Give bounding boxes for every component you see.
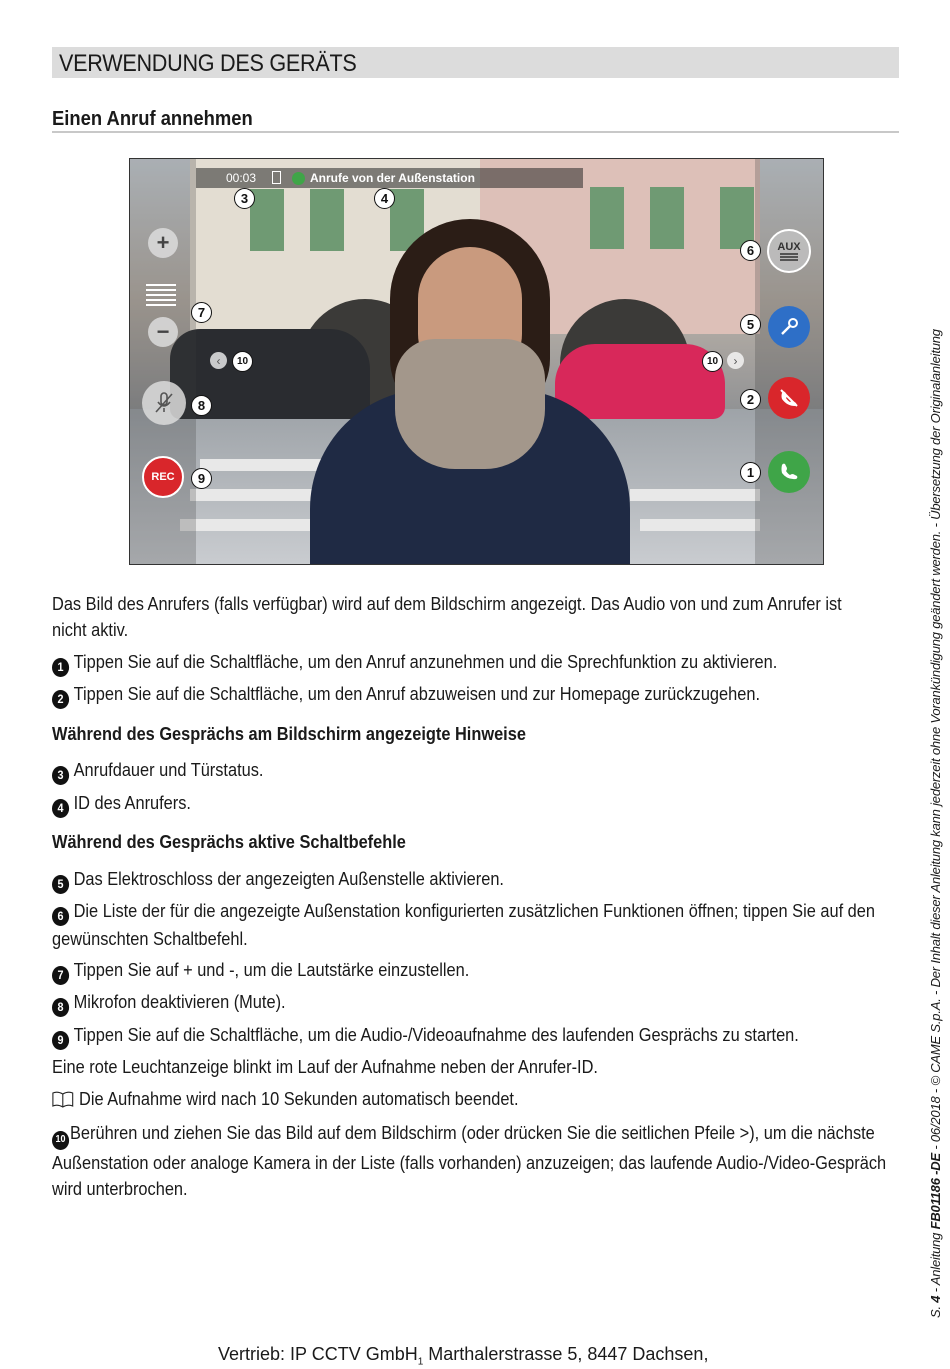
manual-code: FB01186 -DE [928,1153,943,1230]
callout-3: 3 [234,188,255,209]
door-lock-button[interactable] [768,306,810,348]
intro-line-1: Das Bild des Anrufers (falls verfügbar) wird auf dem Bildschirm angezeigt. Das Audio von und zum Anrufer ist [52,594,842,614]
heading-text: Während des Gesprächs am Bildschirm angezeigte Hinweise [52,724,526,744]
callout-7: 7 [191,302,212,323]
item-5 [52,866,899,894]
number-badge: 1 [52,658,69,677]
item-10 [52,1120,899,1202]
item-4 [52,790,899,818]
list-icon [780,253,798,261]
item-text: Die Liste der für die angezeigte Außenstation konfigurierten zusätzlichen Funktionen öffnen; tippen Sie auf den [73,901,875,921]
item-9 [52,1022,899,1050]
auto-stop-note [52,1086,899,1112]
item-text: Anrufdauer und Türstatus. [73,760,264,780]
footer-text: Vertrieb: IP CCTV GmbH [218,1344,418,1364]
volume-up-button[interactable]: + [148,228,178,258]
item-text: ID des Anrufers. [73,793,191,813]
crosswalk-stripe [640,519,760,531]
footer-text: Marthalerstrasse 5, 8447 Dachsen, [423,1344,709,1364]
item-6 [52,898,899,952]
callout-9: 9 [191,468,212,489]
intercom-screen-illustration [129,158,824,565]
subsection-rule [52,131,899,133]
window [650,187,684,249]
volume-level-icon [146,284,176,309]
section-title-band [52,47,899,78]
item-text: Tippen Sie auf die Schaltfläche, um die Audio-/Videoaufnahme des laufenden Gesprächs zu starten. [73,1025,799,1045]
answer-call-button[interactable] [768,451,810,493]
footer-sub: 1 [417,1356,424,1368]
note-text: Die Aufnahme wird nach 10 Sekunden automatisch beendet. [79,1089,519,1109]
note-text: Eine rote Leuchtanzeige blinkt im Lauf der Aufnahme neben der Anrufer-ID. [52,1057,598,1077]
crosswalk-stripe [630,489,760,501]
microphone-muted-icon [153,391,175,415]
item-text: Tippen Sie auf die Schaltfläche, um den Anruf abzuweisen und zur Homepage zurückzugehen. [73,684,761,704]
page-number: 4 [928,1295,943,1303]
previous-camera-arrow[interactable]: ‹ [210,352,227,369]
item-text: Das Elektroschloss der angezeigten Außenstelle aktivieren. [73,869,504,889]
item-text: Außenstation oder analoge Kamera in der Liste (falls vorhanden) anzuzeigen; das laufende Audio-/Video-Gespräch [52,1152,887,1173]
callout-2: 2 [740,389,761,410]
caller-status-icon [292,172,305,185]
item-7 [52,957,899,985]
person-scarf [395,339,545,469]
callout-4: 4 [374,188,395,209]
call-status-bar [196,168,583,188]
item-text: Tippen Sie auf + und -, um die Lautstärke einzustellen. [73,960,470,980]
rec-note [52,1054,899,1080]
intro-paragraph [52,591,899,643]
next-camera-arrow[interactable]: › [727,352,744,369]
number-badge: 8 [52,998,69,1017]
callout-10-right: 10 [702,351,723,372]
book-icon [52,1090,74,1108]
phone-icon [778,461,800,483]
key-icon [778,316,800,338]
side-legal-text [928,318,943,1318]
number-badge: 4 [52,799,69,818]
item-text: Berühren und ziehen Sie das Bild auf dem Bildschirm (oder drücken Sie die seitlichen Pfeile >), um die nächste [70,1123,875,1143]
heading-commands [52,829,899,855]
intro-line-2: nicht aktiv. [52,620,129,640]
item-8 [52,989,899,1017]
call-timer: 00:03 [226,171,257,185]
record-button[interactable]: REC [142,456,184,498]
caller-person [310,219,630,564]
item-text: Mikrofon deaktivieren (Mute). [73,992,286,1012]
volume-down-button[interactable]: − [148,317,178,347]
number-badge: 9 [52,1031,69,1050]
item-1 [52,649,899,677]
number-badge: 7 [52,966,69,985]
right-control-panel [755,159,823,564]
aux-label: AUX [777,241,801,253]
number-badge: 10 [52,1131,69,1150]
number-badge: 6 [52,907,69,926]
aux-functions-button[interactable] [767,229,811,273]
callout-10-left: 10 [232,351,253,372]
heading-hints [52,721,899,747]
item-text: wird unterbrochen. [52,1178,188,1199]
callout-5: 5 [740,314,761,335]
footer-distributor [218,1344,708,1368]
item-2 [52,681,899,709]
item-text: Tippen Sie auf die Schaltfläche, um den Anruf anzunehmen und die Sprechfunktion zu aktivieren. [73,652,778,672]
heading-text: Während des Gesprächs aktive Schaltbefehle [52,832,406,852]
hang-up-icon [778,387,800,409]
mute-microphone-button[interactable] [142,381,186,425]
left-control-panel [130,159,196,564]
section-title: VERWENDUNG DES GERÄTS [59,50,357,77]
caller-id: Anrufe von der Außenstation [310,171,475,185]
side-text: - 06/2018 - © CAME S.p.A. - Der Inhalt dieser Anleitung kann jederzeit ohne Vorankündigung geändert werden. - Übersetzung der Originalanleitung [928,329,943,1154]
number-badge: 5 [52,875,69,894]
side-text: - Anleitung [928,1229,943,1296]
callout-6: 6 [740,240,761,261]
window [250,189,284,251]
side-text: S. [928,1302,943,1318]
subsection-title: Einen Anruf annehmen [52,108,253,130]
callout-1: 1 [740,462,761,483]
callout-8: 8 [191,395,212,416]
item-text: gewünschten Schaltbefehl. [52,928,248,949]
item-3 [52,757,899,785]
number-badge: 2 [52,690,69,709]
reject-call-button[interactable] [768,377,810,419]
door-icon [272,171,281,184]
number-badge: 3 [52,766,69,785]
